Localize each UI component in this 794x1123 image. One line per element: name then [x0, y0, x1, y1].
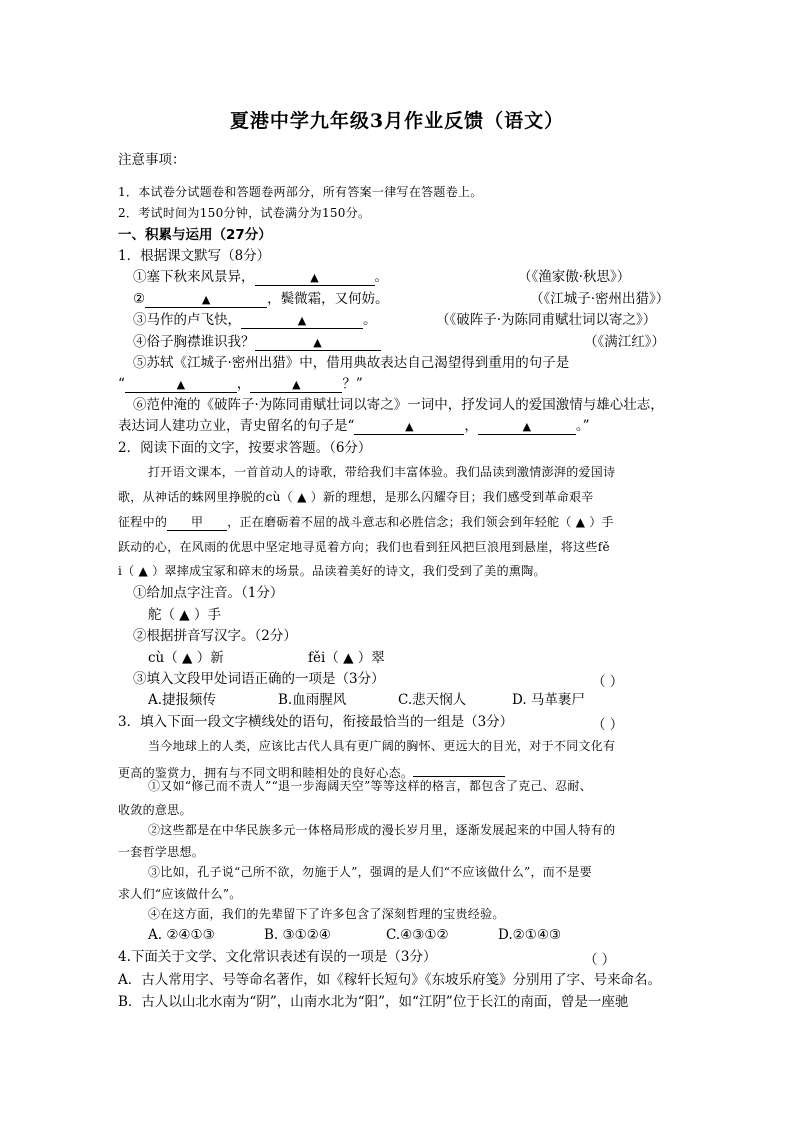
answer-blank[interactable]: ▲	[250, 377, 342, 393]
note-item-1: 1．本试卷分试题卷和答题卷两部分，所有答案一律写在答题卷上。	[118, 185, 483, 199]
q3-sentence-4: ④在这方面，我们的先辈留下了许多包含了深刻哲理的宝贵经验。	[148, 907, 505, 921]
q2-stem: 2．阅读下面的文字，按要求答题。（6分）	[118, 440, 372, 456]
q3-sentence-2: ②这些都是在中华民族多元一体格局形成的漫长岁月里，逐渐发展起来的中国人特有的	[148, 823, 616, 837]
q3-sentence-3-cont: 求人们“应该做什么”。	[118, 887, 242, 901]
q1-source-4: （《满江红》）	[584, 334, 665, 350]
q1-line-5: ⑤苏轼《江城子·密州出猎》中，借用典故表达自己渴望得到重用的句子是	[133, 355, 570, 371]
answer-paren[interactable]: （ ）	[592, 717, 624, 733]
q3-passage-line: 更高的鉴赏力，拥有与不同文明和睦相处的良好心态。	[118, 761, 505, 782]
q2-option-c: C.悲天悯人	[398, 692, 467, 708]
q2-sub-2: ②根据拼音写汉字。（2分）	[133, 628, 297, 644]
q1-source-2: （《江城子·密州出猎》）	[530, 291, 670, 307]
answer-blank[interactable]: ▲	[354, 419, 464, 435]
q1-line-7: 表达词人建功立业，青史留名的句子是“ ▲ ， ▲ 。”	[118, 418, 590, 434]
answer-blank[interactable]: ▲	[255, 335, 381, 351]
page-title: 夏港中学九年级3月作业反馈（语文）	[229, 110, 565, 132]
q1-source-1: （《渔家傲·秋思》）	[518, 269, 631, 285]
q1-line-2: ② ▲ ，鬓微霜，又何妨。	[133, 291, 389, 307]
q3-passage-line: 当今地球上的人类，应该比古代人具有更广阔的胸怀、更远大的目光，对于不同文化有	[148, 739, 616, 753]
q1-line-3: ③马作的卢飞快， ▲ 。	[133, 312, 377, 328]
q1-source-3: （《破阵子·为陈同甫赋壮词以寄之》）	[436, 312, 657, 328]
q4-option-b: B．古人以山北水南为“阴”，山南水北为“阳”，如“江阴”位于长江的南面，曾是一座驰	[118, 994, 629, 1010]
note-item-2: 2．考试时间为150分钟，试卷满分为150分。	[118, 206, 371, 220]
q2-option-a: A.捷报频传	[148, 692, 217, 708]
q3-sentence-3: ③比如，孔子说“己所不欲，勿施于人”，强调的是人们“不应该做什么”，而不是要	[148, 865, 592, 879]
answer-blank[interactable]: ▲	[241, 313, 363, 329]
q1-line-4: ④俗子胸襟谁识我？ ▲	[133, 333, 381, 351]
q1-line-6: ⑥范仲淹的《破阵子·为陈同甫赋壮词以寄之》一词中，抒发词人的爱国激情与雄心壮志，	[133, 397, 664, 413]
q3-option-d: D.②①④③	[498, 927, 562, 943]
answer-paren[interactable]: （ ）	[584, 952, 616, 968]
q2-sub-2-answer-b[interactable]: fěi（ ▲ ）翠	[308, 650, 385, 666]
answer-paren[interactable]: （ ）	[592, 674, 624, 690]
q3-option-a: A. ②④①③	[148, 927, 215, 943]
q1-line-5-blanks: “ ▲ ， ▲ ？”	[118, 376, 363, 392]
q1-stem: 1．根据课文默写（8分）	[118, 248, 271, 264]
q3-sentence-1: ①又如“修己而不责人”“退一步海阔天空”等等这样的格言，都包含了克己、忍耐、	[148, 779, 592, 793]
q3-option-c: C.④③①②	[386, 927, 449, 943]
q3-option-b: B. ③①②④	[264, 927, 331, 943]
answer-blank[interactable]: ▲	[255, 270, 375, 286]
answer-blank[interactable]: ▲	[125, 377, 237, 393]
answer-blank[interactable]: ▲	[145, 292, 267, 308]
q2-passage-line: 跃动的心，在风雨的优思中坚定地寻觅着方向；我们也看到狂风把巨浪甩到悬崖，将这些fě	[118, 540, 610, 554]
answer-blank[interactable]: 甲	[167, 515, 227, 531]
q4-stem: 4.下面关于文学、文化常识表述有误的一项是（3分）	[118, 949, 437, 965]
q2-option-d: D. 马革裹尸	[512, 692, 585, 708]
q2-passage-line: 征程中的 甲 ，正在磨砺着不屈的战斗意志和必胜信念；我们领会到年轻舵（ ▲ ）手	[118, 515, 614, 529]
answer-blank[interactable]	[413, 761, 505, 777]
q1-line-1: ①塞下秋来风景异， ▲ 。	[133, 269, 388, 285]
section-heading: 一、积累与运用（27分）	[118, 227, 272, 243]
answer-blank[interactable]: ▲	[478, 419, 576, 435]
q3-stem: 3．填入下面一段文字横线处的语句，衔接最恰当的一组是（3分）	[118, 714, 514, 730]
q2-sub-1: ①给加点字注音。（1分）	[133, 585, 284, 601]
q2-option-b: B.血雨腥风	[278, 692, 347, 708]
notes-heading: 注意事项：	[118, 152, 186, 168]
q2-sub-2-answer-a[interactable]: cù（ ▲ ）新	[148, 650, 224, 666]
q2-sub-1-answer[interactable]: 舵（ ▲ ）手	[148, 607, 221, 623]
q2-passage-line: 歌，从神话的蛛网里挣脱的cù（ ▲ ）新的理想，是那么闪耀夺目；我们感受到革命艰辛	[118, 490, 594, 504]
q3-sentence-2-cont: 一套哲学思想。	[118, 845, 205, 859]
q4-option-a: A．古人常用字、号等命名著作，如《稼轩长短句》《东坡乐府笺》分别用了字、号来命名。	[118, 972, 661, 988]
q2-passage-line: i（ ▲ ）翠摔成宝冢和碎末的场景。品读着美好的诗文，我们受到了美的熏陶。	[118, 564, 546, 578]
q3-sentence-1-cont: 收敛的意思。	[118, 803, 192, 817]
q2-passage-line: 打开语文课本，一首首动人的诗歌，带给我们丰富体验。我们品读到激情澎湃的爱国诗	[148, 465, 616, 479]
q2-sub-3: ③填入文段甲处词语正确的一项是（3分）	[133, 671, 385, 687]
